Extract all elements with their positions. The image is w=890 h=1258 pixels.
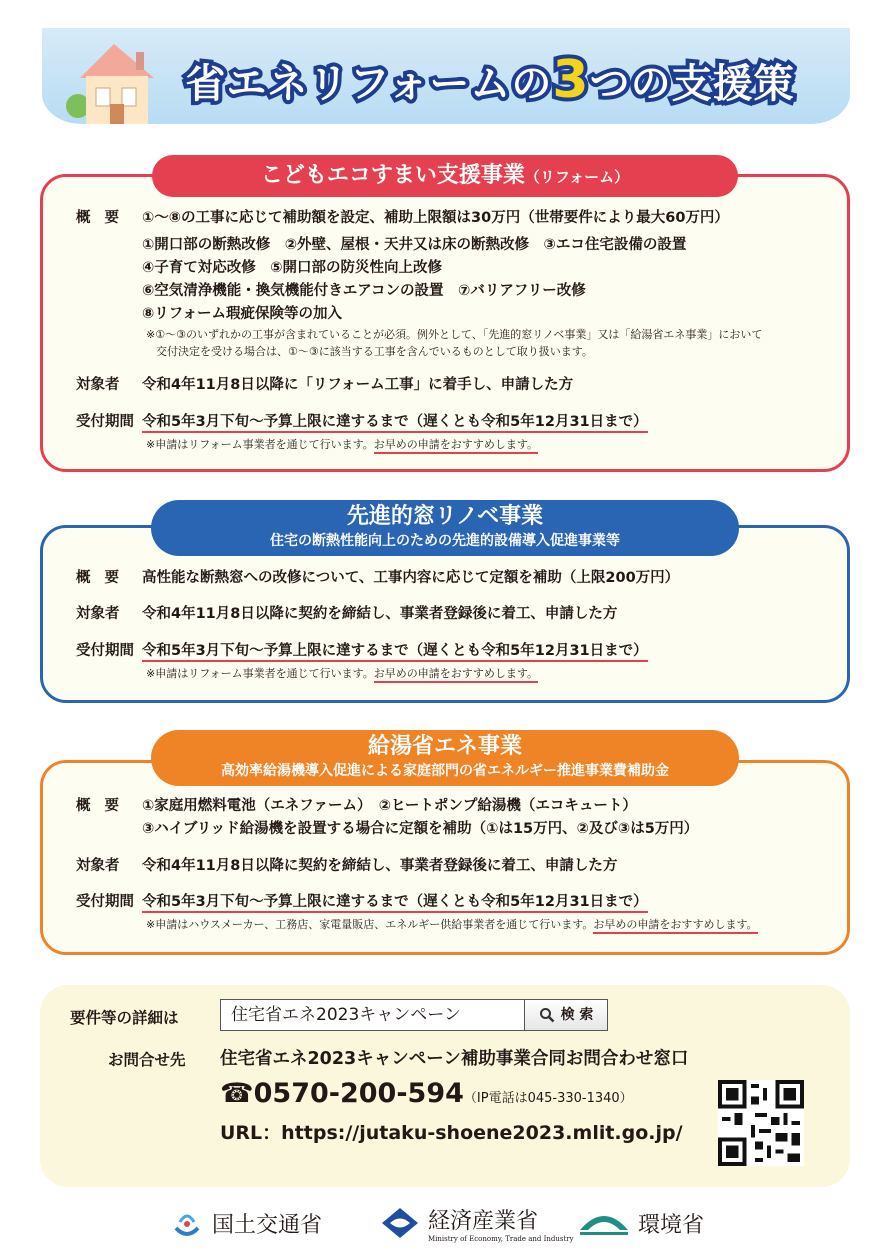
section-title-kodomo-eco: こどもエコすまい支援事業（リフォーム） bbox=[152, 155, 738, 197]
meti-emblem-icon bbox=[380, 1206, 420, 1240]
footnote: ※①～③のいずれかの工事が含まれていることが必須。例外として、「先進的窓リノベ事業」又は「給湯省エネ事業」において bbox=[146, 328, 763, 341]
contact-name: 住宅省エネ2023キャンペーン補助事業合同お問合わせ窓口 bbox=[220, 1049, 689, 1069]
item-list: ④子育て対応改修 ⑤開口部の防災性向上改修 bbox=[142, 260, 443, 276]
env-emblem-icon bbox=[578, 1206, 630, 1240]
env-logo bbox=[578, 1200, 704, 1246]
mlit-name: 国土交通省 bbox=[212, 1212, 323, 1238]
period-row: 受付期間 令和5年3月下旬～予算上限に達するまで（遅くとも令和5年12月31日まで） bbox=[76, 411, 648, 433]
overview-row: 概要 高性能な断熱窓への改修について、工事内容に応じて定額を補助（上限200万円） bbox=[76, 570, 680, 586]
search-input[interactable]: 住宅省エネ2023キャンペーン bbox=[220, 999, 525, 1031]
target-row: 対象者 令和4年11月8日以降に契約を締結し、事業者登録後に着工、申請した方 bbox=[76, 606, 618, 622]
website-link[interactable]: URL：https://jutaku-shoene2023.mlit.go.jp/ bbox=[220, 1122, 683, 1144]
phone-number[interactable]: ☎0570-200-594（IP電話は045-330-1340） bbox=[220, 1078, 633, 1109]
period-row: 受付期間 令和5年3月下旬～予算上限に達するまで（遅くとも令和5年12月31日まで） bbox=[76, 891, 648, 913]
meti-english-name: Ministry of Economy, Trade and Industry bbox=[428, 1234, 574, 1243]
target-row: 対象者 令和4年11月8日以降に契約を締結し、事業者登録後に着工、申請した方 bbox=[76, 858, 618, 874]
period-note: ※申請はリフォーム事業者を通じて行います。お早めの申請をおすすめします。 bbox=[146, 665, 538, 682]
header-banner bbox=[42, 28, 850, 124]
item-list: ①開口部の断熱改修 ②外壁、屋根・天井又は床の断熱改修 ③エコ住宅設備の設置 bbox=[142, 237, 687, 253]
target-row: 対象者 令和4年11月8日以降に「リフォーム工事」に着手し、申請した方 bbox=[76, 377, 574, 393]
meti-logo bbox=[380, 1200, 574, 1246]
footnote: 交付決定を受ける場合は、①～③に該当する工事を含んでいるものとして取り扱います。 bbox=[156, 345, 593, 358]
page-title: 省エネリフォームの3つの支援策 bbox=[185, 50, 795, 110]
overview-row: ③ハイブリッド給湯機を設置する場合に定額を補助（①は15万円、②及び③は5万円） bbox=[142, 821, 699, 837]
item-list: ⑧リフォーム瑕疵保険等の加入 bbox=[142, 306, 343, 322]
search-button[interactable]: 検 索 bbox=[524, 999, 608, 1031]
contact-label: お問合せ先 bbox=[108, 1051, 186, 1069]
section-title-mado-renove: 先進的窓リノベ事業 住宅の断熱性能向上のための先進的設備導入促進事業等 bbox=[151, 500, 739, 556]
mlit-logo bbox=[170, 1200, 322, 1246]
overview-row: 概要 ①家庭用燃料電池（エネファーム） ②ヒートポンプ給湯機（エコキュート） bbox=[76, 798, 637, 814]
qr-code[interactable] bbox=[718, 1080, 804, 1166]
env-name: 環境省 bbox=[638, 1212, 705, 1238]
mlit-emblem-icon bbox=[170, 1206, 204, 1240]
section-title-kyuto-shoene: 給湯省エネ事業 高効率給湯機導入促進による家庭部門の省エネルギー推進事業費補助金 bbox=[151, 730, 739, 786]
period-row: 受付期間 令和5年3月下旬～予算上限に達するまで（遅くとも令和5年12月31日まで） bbox=[76, 640, 648, 662]
overview-row: 概要 ①～⑧の工事に応じて補助額を設定、補助上限額は30万円（世帯要件により最大60万円） bbox=[76, 210, 729, 226]
item-list: ⑥空気清浄機能・換気機能付きエアコンの設置 ⑦バリアフリー改修 bbox=[142, 283, 586, 299]
period-note: ※申請はリフォーム事業者を通じて行います。お早めの申請をおすすめします。 bbox=[146, 436, 538, 453]
period-note: ※申請はハウスメーカー、工務店、家電量販店、エネルギー供給事業者を通じて行います。お早めの申請をおすすめします。 bbox=[146, 916, 758, 933]
search-label: 要件等の詳細は bbox=[70, 1009, 179, 1027]
meti-name: 経済産業省 bbox=[428, 1208, 539, 1234]
search-icon bbox=[539, 1007, 555, 1023]
